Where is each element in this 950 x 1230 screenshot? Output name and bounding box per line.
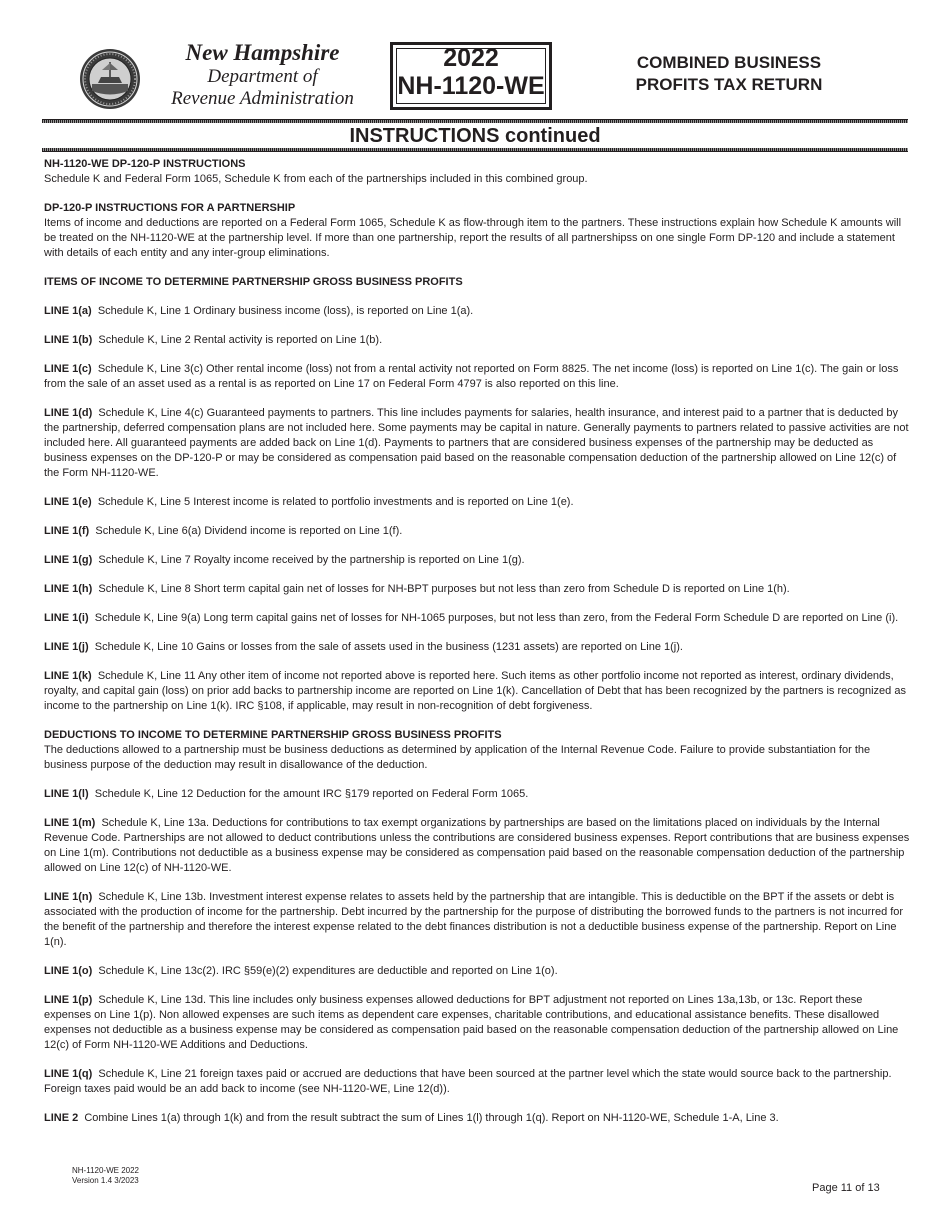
footer-form-info bbox=[72, 1166, 139, 1186]
line-label: LINE 1(d) bbox=[44, 407, 93, 419]
line-label: LINE 1(m) bbox=[44, 817, 96, 829]
line-instruction bbox=[44, 1067, 910, 1097]
line-text: Schedule K, Line 7 Royalty income received by the partnership is reported on Line 1(g). bbox=[98, 554, 525, 566]
agency-dept-line1: Department of bbox=[207, 66, 318, 87]
section-heading: ITEMS OF INCOME TO DETERMINE PARTNERSHIP GROSS BUSINESS PROFITS bbox=[44, 276, 463, 288]
line-text: Schedule K, Line 13b. Investment interest expense relates to assets held by the partnership that are intangible. This is deductible on the BPT if the assets or debt is associated with the production of income for the partnership. Debt incurred by the partnership for the purpose of distributing the borrowed funds to the partners is not incurred for the benefit of the partnership and therefore the interest expense related to the debt finances distribution is not a deductible business expense of the partnership. Report on Line 1(n). bbox=[44, 891, 904, 948]
line-text: Schedule K, Line 13a. Deductions for contributions to tax exempt organizations by partnerships are based on the limitations placed on individuals by the Internal Revenue Code. Partnerships are not allowed to deduct contributions unless the contributions are considered business expenses. Report contributions that are business expenses on Line 1(m). Contributions not deductible as a business expense may be considered as compensation paid based on the reasonable compensation deduction of the partnership allowed on Line 12(c) of NH-1120-WE. bbox=[44, 817, 910, 874]
return-title-line1: COMBINED BUSINESS bbox=[636, 53, 822, 72]
section-heading: DEDUCTIONS TO INCOME TO DETERMINE PARTNERSHIP GROSS BUSINESS PROFITS bbox=[44, 729, 502, 741]
line-label: LINE 1(n) bbox=[44, 891, 93, 903]
return-title bbox=[600, 52, 858, 96]
line-text: Schedule K, Line 1 Ordinary business income (loss), is reported on Line 1(a). bbox=[97, 305, 474, 317]
page-number: Page 11 of 13 bbox=[812, 1182, 880, 1194]
footer-version: Version 1.4 3/2023 bbox=[72, 1176, 139, 1185]
line-text: Schedule K, Line 9(a) Long term capital gains net of losses for NH-1065 purposes, but not less than zero, from the Federal Form Schedule D are reported on Line (i). bbox=[94, 612, 899, 624]
section-heading: NH-1120-WE DP-120-P INSTRUCTIONS bbox=[44, 158, 246, 170]
line-instruction bbox=[44, 362, 910, 392]
line-instruction bbox=[44, 1111, 910, 1126]
section-block bbox=[44, 157, 910, 187]
line-instruction bbox=[44, 816, 910, 876]
section-block bbox=[44, 728, 910, 773]
footer-form-id: NH-1120-WE 2022 bbox=[72, 1166, 139, 1175]
line-label: LINE 1(q) bbox=[44, 1068, 93, 1080]
line-instruction bbox=[44, 524, 910, 539]
line-text: Schedule K, Line 10 Gains or losses from the sale of assets used in the business (1231 assets) are reported on Line 1(j). bbox=[94, 641, 683, 653]
agency-state: New Hampshire bbox=[185, 40, 340, 65]
line-instruction bbox=[44, 993, 910, 1053]
line-instruction bbox=[44, 964, 910, 979]
line-instruction bbox=[44, 553, 910, 568]
line-text: Schedule K, Line 21 foreign taxes paid or accrued are deductions that have been sourced at the partner level which the state would source back to the partnership. Foreign taxes paid would be an add back to income (see NH-1120-WE, Line 12(d)). bbox=[44, 1068, 892, 1095]
header-rule-top bbox=[42, 119, 908, 123]
line-instruction bbox=[44, 495, 910, 510]
line-label: LINE 1(b) bbox=[44, 334, 93, 346]
line-text: Schedule K, Line 13c(2). IRC §59(e)(2) expenditures are deductible and reported on Line 1(o). bbox=[98, 965, 558, 977]
line-instruction bbox=[44, 890, 910, 950]
line-label: LINE 1(p) bbox=[44, 994, 93, 1006]
header-rule-bottom bbox=[42, 148, 908, 152]
agency-dept-line2: Revenue Administration bbox=[171, 88, 354, 109]
return-title-line2: PROFITS TAX RETURN bbox=[635, 75, 823, 94]
section-title: INSTRUCTIONS continued bbox=[349, 125, 601, 147]
section-text: Schedule K and Federal Form 1065, Schedule K from each of the partnerships included in this combined group. bbox=[44, 173, 588, 185]
section-block bbox=[44, 201, 910, 261]
line-label: LINE 1(h) bbox=[44, 583, 93, 595]
line-text: Combine Lines 1(a) through 1(k) and from the result subtract the sum of Lines 1(l) through 1(q). Report on NH-1120-WE, Schedule 1-A, Line 3. bbox=[84, 1112, 779, 1124]
form-id-box bbox=[390, 42, 552, 110]
line-label: LINE 1(g) bbox=[44, 554, 93, 566]
section-block bbox=[44, 275, 910, 290]
line-text: Schedule K, Line 2 Rental activity is reported on Line 1(b). bbox=[98, 334, 383, 346]
agency-name-block bbox=[150, 40, 375, 110]
line-text: Schedule K, Line 8 Short term capital gain net of losses for NH-BPT purposes but not less than zero from Schedule D is reported on Line 1(h). bbox=[98, 583, 790, 595]
section-text: Items of income and deductions are reported on a Federal Form 1065, Schedule K as flow-through item to the partners. These instructions explain how Schedule K amounts will be treated on the NH-1120-WE at the partnership level. If more than one partnership, report the results of all partnershipss on one single Form DP-120 and include a statement with details of each entity and any inter-group eliminations. bbox=[44, 217, 902, 259]
form-year: 2022 bbox=[443, 44, 499, 72]
instructions-body bbox=[44, 157, 910, 1126]
line-text: Schedule K, Line 12 Deduction for the amount IRC §179 reported on Federal Form 1065. bbox=[94, 788, 529, 800]
line-instruction bbox=[44, 787, 910, 802]
line-instruction bbox=[44, 406, 910, 481]
line-label: LINE 2 bbox=[44, 1112, 79, 1124]
line-text: Schedule K, Line 13d. This line includes only business expenses allowed deductions for BPT adjustment not reported on Lines 13a,13b, or 13c. Report these expenses on Line 1(p). Non allowed expenses are such items as dependent care expenses, charitable contributions, and educational assistance benefits. These disallowed expenses not deductible as a business expense may be considered as compensation paid based on the reasonable compensation deduction of the partnership allowed on Line 12(c) of Form NH-1120-WE Additions and Deductions. bbox=[44, 994, 899, 1051]
line-text: Schedule K, Line 4(c) Guaranteed payments to partners. This line includes payments for salaries, health insurance, and interest paid to a partner that is deducted by the partnership, deferred compensation plans are not included here. Some payments may be capital in nature. Generally payments to partners related to passive activities are not included here. All guaranteed payments are added back on Line 1(d). Payments to partners that are considered business expenses of the partnership may be deducted as business expenses on the DP-120-P or may be considered as compensation paid based on the reasonable compensation deduction of the partnership allowed on Line 12(c) of the Form NH-1120-WE. bbox=[44, 407, 909, 479]
line-label: LINE 1(j) bbox=[44, 641, 89, 653]
line-label: LINE 1(a) bbox=[44, 305, 92, 317]
line-label: LINE 1(k) bbox=[44, 670, 92, 682]
line-label: LINE 1(l) bbox=[44, 788, 89, 800]
line-text: Schedule K, Line 6(a) Dividend income is reported on Line 1(f). bbox=[95, 525, 403, 537]
line-instruction bbox=[44, 611, 910, 626]
line-label: LINE 1(o) bbox=[44, 965, 93, 977]
line-label: LINE 1(c) bbox=[44, 363, 92, 375]
line-instruction bbox=[44, 669, 910, 714]
line-label: LINE 1(e) bbox=[44, 496, 92, 508]
line-instruction bbox=[44, 333, 910, 348]
line-instruction bbox=[44, 582, 910, 597]
line-label: LINE 1(i) bbox=[44, 612, 89, 624]
section-text: The deductions allowed to a partnership must be business deductions as determined by application of the Internal Revenue Code. Failure to provide substantiation for the business purpose of the deduction may result in disallowance of the deduction. bbox=[44, 744, 871, 771]
nh-state-seal-icon bbox=[79, 48, 141, 110]
line-instruction bbox=[44, 304, 910, 319]
line-instruction bbox=[44, 640, 910, 655]
line-text: Schedule K, Line 5 Interest income is related to portfolio investments and is reported on Line 1(e). bbox=[97, 496, 574, 508]
section-heading: DP-120-P INSTRUCTIONS FOR A PARTNERSHIP bbox=[44, 202, 296, 214]
form-number: NH-1120-WE bbox=[397, 72, 545, 100]
line-label: LINE 1(f) bbox=[44, 525, 90, 537]
line-text: Schedule K, Line 11 Any other item of income not reported above is reported here. Such items as other portfolio income not reported as interest, ordinary dividends, royalty, and capital gain (loss) on prior add backs to partnership income are reported on Line 1(k). Cancellation of Debt that has been recognized by the partners is recognized as income to the partnership on Line 1(k). IRC §108, if applicable, may result in non-recognition of debt forgiveness. bbox=[44, 670, 906, 712]
line-text: Schedule K, Line 3(c) Other rental income (loss) not from a rental activity not reported on Form 8825. The net income (loss) is reported on Line 1(c). The gain or loss from the sale of an asset used as a rental is as reported on Line 17 on Federal Form 4797 is also reported on this line. bbox=[44, 363, 899, 390]
